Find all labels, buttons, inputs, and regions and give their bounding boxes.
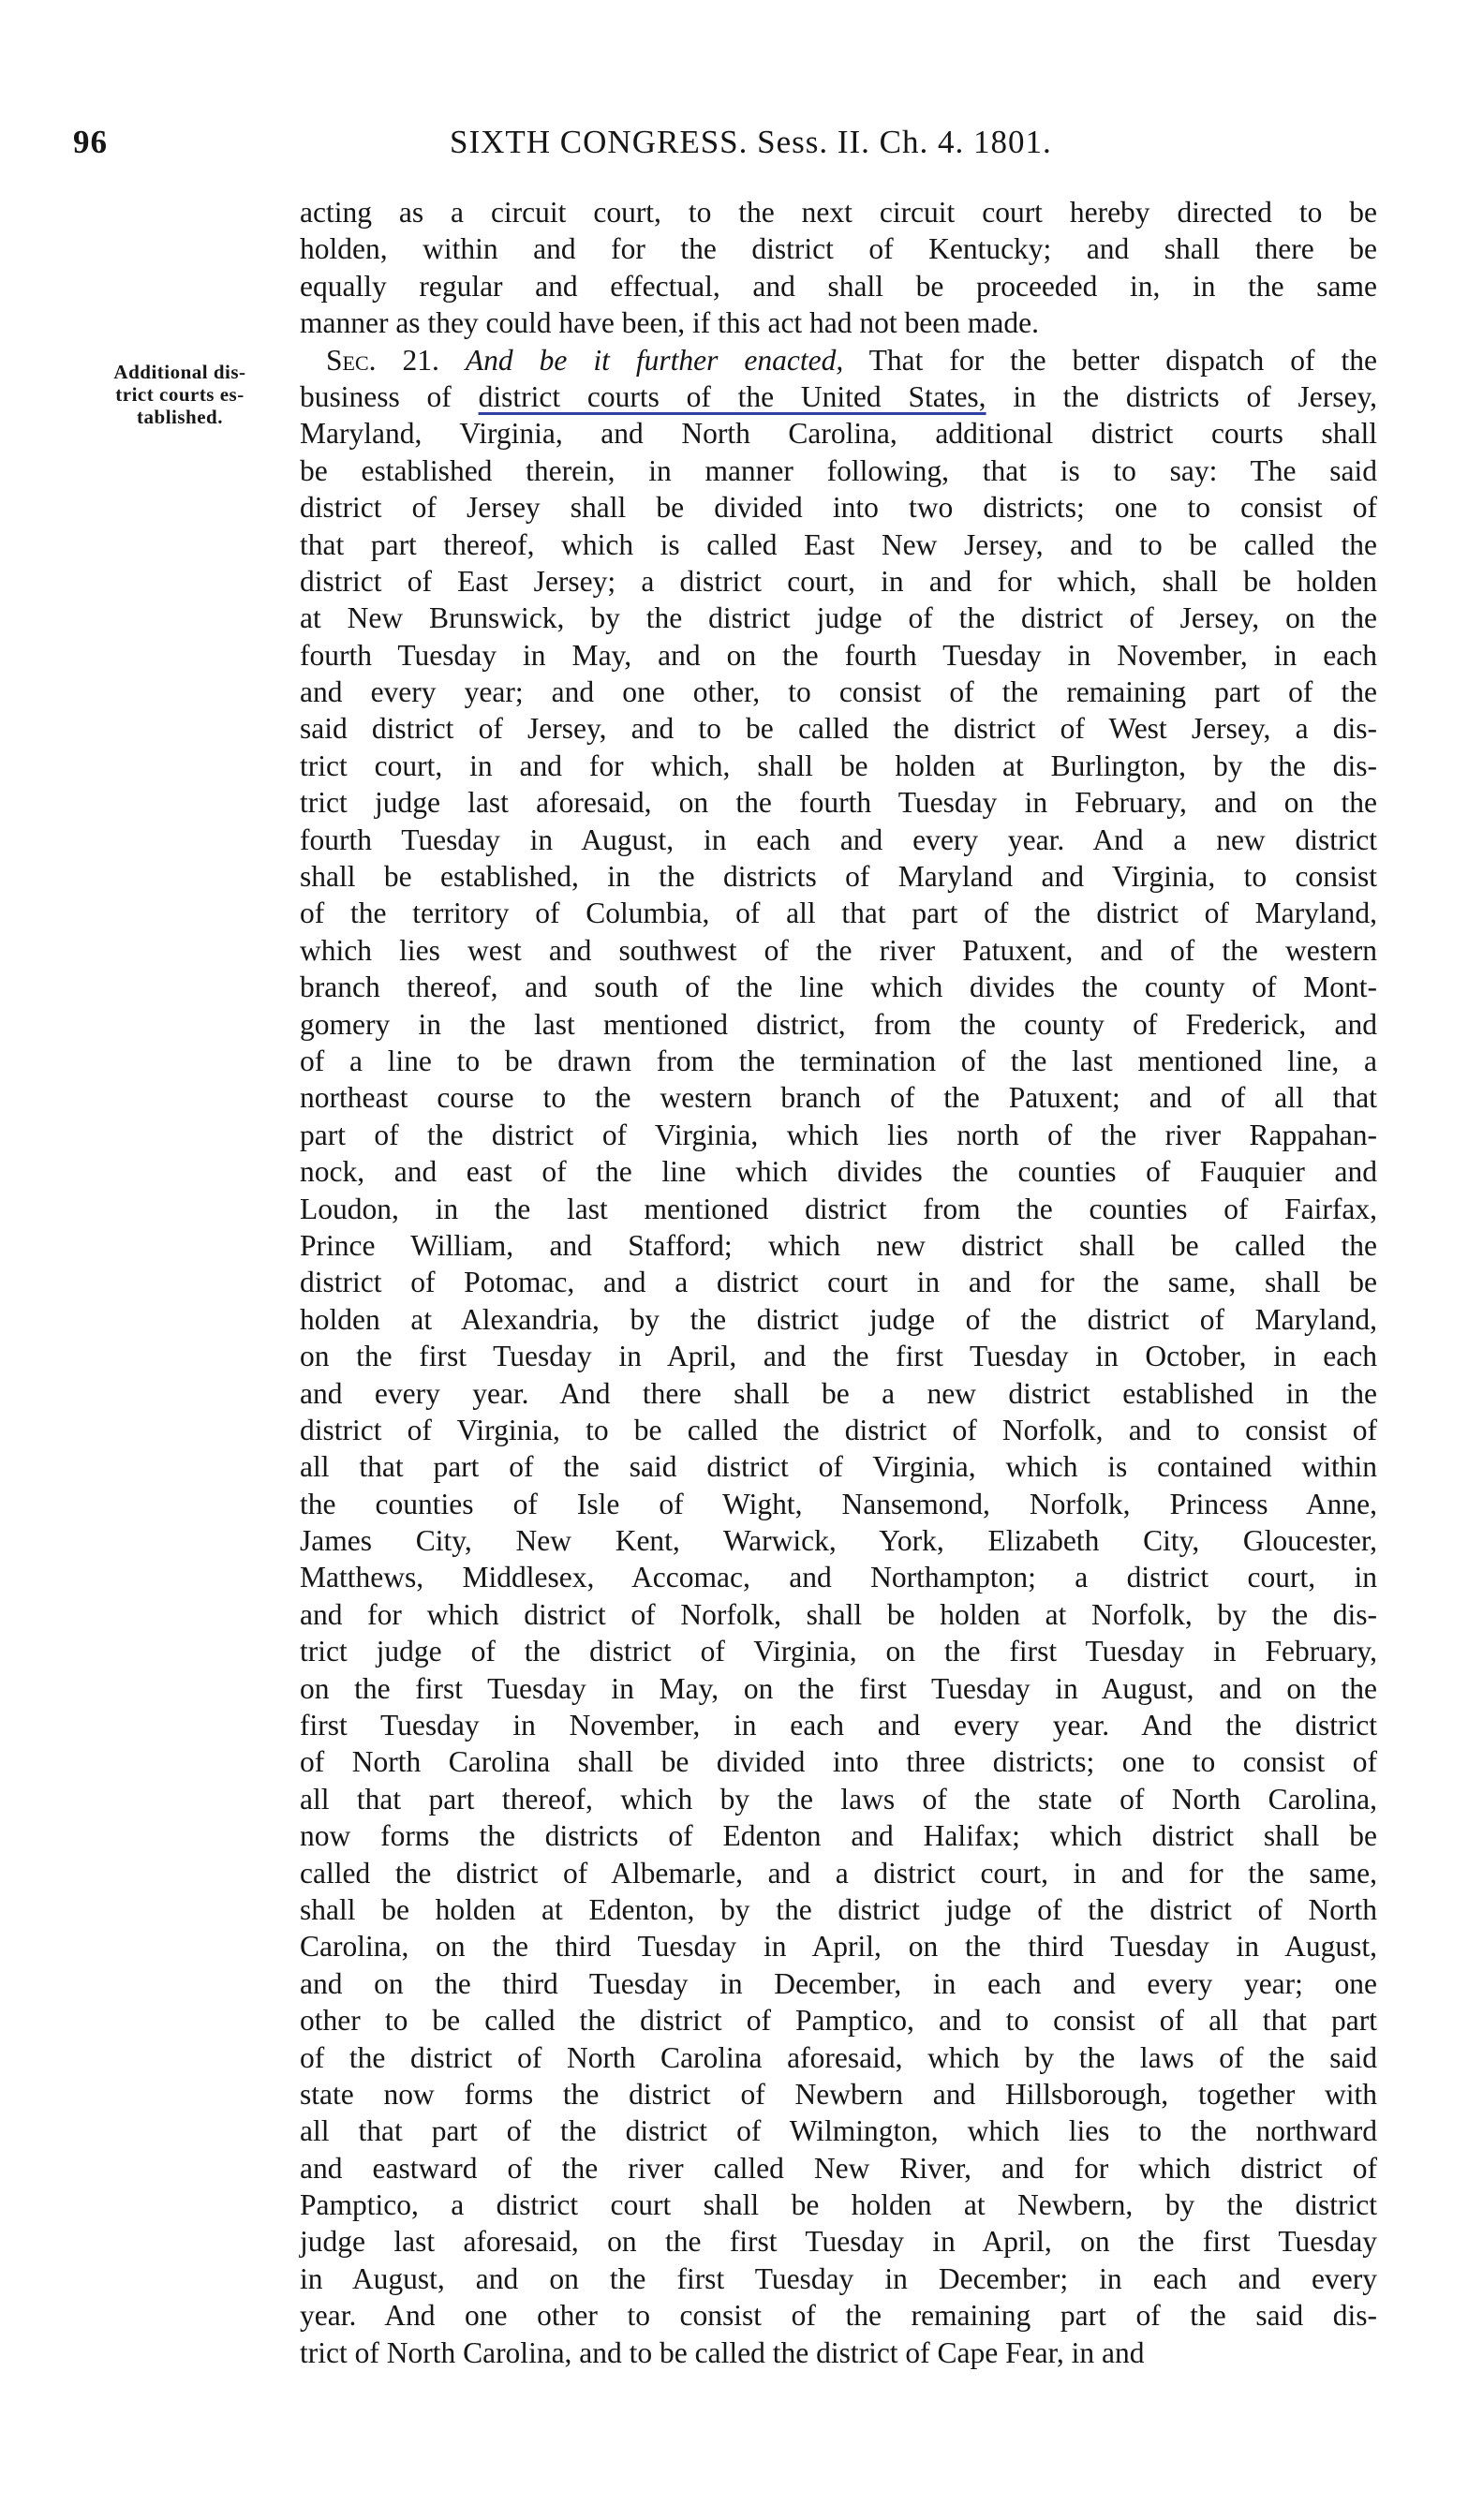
section-label: Sec. 21. (326, 343, 439, 377)
text-line: Matthews, Middlesex, Accomac, and Northampton; a district court, in (300, 1561, 1377, 1594)
text-line: all that part of the said district of Virginia, which is contained within (300, 1450, 1377, 1484)
text-line: holden, within and for the district of Kentucky; and shall there be (300, 232, 1377, 266)
text-line: in August, and on the first Tuesday in December; in each and every (300, 2261, 1377, 2295)
marginal-note (77, 361, 283, 428)
text-line: Prince William, and Stafford; which new district shall be called the (300, 1228, 1377, 1262)
text-line: other to be called the district of Pamptico, and to consist of all that part (300, 2004, 1377, 2038)
text-line: of North Carolina shall be divided into three districts; one to consist of (300, 1745, 1377, 1779)
underlined-phrase: district courts of the United States, (478, 379, 986, 413)
text-line: district of East Jersey; a district court, in and for which, shall be holden (300, 564, 1377, 598)
text-line: Carolina, on the third Tuesday in April, on the third Tuesday in August, (300, 1930, 1377, 1964)
text-line: Pamptico, a district court shall be holden at Newbern, by the district (300, 2188, 1377, 2222)
text-line: northeast course to the western branch of the Patuxent; and of all that (300, 1081, 1377, 1115)
text-line: state now forms the district of Newbern and Hillsborough, together with (300, 2077, 1377, 2111)
text-line: which lies west and southwest of the river Patuxent, and of the western (300, 933, 1377, 967)
statute-text (300, 194, 1377, 2371)
section-text: in the districts of Jersey, (1013, 379, 1378, 413)
text-line: of a line to be drawn from the termination of the last mentioned line, a (300, 1044, 1377, 1077)
text-line: at New Brunswick, by the district judge of the district of Jersey, on the (300, 601, 1377, 635)
page-header (73, 124, 1197, 180)
text-line: trict judge of the district of Virginia, on the first Tuesday in February, (300, 1635, 1377, 1668)
enacting-phrase: And be it further enacted, (465, 343, 844, 377)
text-line: the counties of Isle of Wight, Nansemond, Norfolk, Princess Anne, (300, 1487, 1377, 1520)
text-line: James City, New Kent, Warwick, York, Elizabeth City, Gloucester, (300, 1524, 1377, 1558)
text-line: now forms the districts of Edenton and Halifax; which district shall be (300, 1819, 1377, 1853)
text-line: Maryland, Virginia, and North Carolina, additional district courts shall (300, 417, 1377, 451)
section-text: business of (300, 379, 452, 413)
text-line: called the district of Albemarle, and a district court, in and for the same, (300, 1856, 1377, 1890)
text-line: of the territory of Columbia, of all that part of the district of Maryland, (300, 897, 1377, 930)
text-line: and eastward of the river called New River, and for which district of (300, 2151, 1377, 2185)
text-line: trict judge last aforesaid, on the fourth Tuesday in February, and on the (300, 786, 1377, 820)
text-line: first Tuesday in November, in each and every year. And the district (300, 1709, 1377, 1742)
text-line: district of Virginia, to be called the district of Norfolk, and to consist of (300, 1413, 1377, 1446)
text-line: equally regular and effectual, and shall be proceeded in, in the same (300, 269, 1377, 303)
text-line: all that part of the district of Wilmington, which lies to the northward (300, 2114, 1377, 2148)
text-line: shall be holden at Edenton, by the district judge of the district of North (300, 1892, 1377, 1926)
text-line: judge last aforesaid, on the first Tuesday in April, on the first Tuesday (300, 2225, 1377, 2259)
text-line: branch thereof, and south of the line which divides the county of Mont- (300, 971, 1377, 1004)
marginal-note-line: tablished. (137, 406, 223, 428)
text-line: said district of Jersey, and to be called the district of West Jersey, a dis- (300, 712, 1377, 746)
text-line: year. And one other to consist of the remaining part of the said dis- (300, 2299, 1377, 2333)
text-line: nock, and east of the line which divides the counties of Fauquier and (300, 1155, 1377, 1189)
text-line: acting as a circuit court, to the next circuit court hereby directed to be (300, 196, 1377, 229)
text-line: all that part thereof, which by the laws of the state of North Carolina, (300, 1782, 1377, 1816)
text-line: Loudon, in the last mentioned district from the counties of Fairfax, (300, 1192, 1377, 1225)
page-number: 96 (73, 124, 108, 160)
text-line: trict of North Carolina, and to be called the district of Cape Fear, in and (300, 2335, 1145, 2369)
text-line: of the district of North Carolina aforesaid, which by the laws of the said (300, 2040, 1377, 2074)
text-line: shall be established, in the districts of Maryland and Virginia, to consist (300, 860, 1377, 894)
marginal-note-line: Additional dis- (113, 361, 246, 383)
text-line: district of Potomac, and a district court in and for the same, shall be (300, 1266, 1377, 1299)
text-line: and for which district of Norfolk, shall be holden at Norfolk, by the dis- (300, 1597, 1377, 1631)
text-line: and every year. And there shall be a new district established in the (300, 1376, 1377, 1410)
text-line: trict court, in and for which, shall be holden at Burlington, by the dis- (300, 749, 1377, 782)
text-line: on the first Tuesday in May, on the first Tuesday in August, and on the (300, 1671, 1377, 1705)
text-line: and every year; and one other, to consist of the remaining part of the (300, 675, 1377, 709)
text-line: be established therein, in manner following, that is to say: The said (300, 453, 1377, 487)
text-line: and on the third Tuesday in December, in each and every year; one (300, 1966, 1377, 2000)
text-line: on the first Tuesday in April, and the first Tuesday in October, in each (300, 1340, 1377, 1373)
text-line: that part thereof, which is called East New Jersey, and to be called the (300, 527, 1377, 561)
text-line: gomery in the last mentioned district, from the county of Frederick, and (300, 1007, 1377, 1041)
text-line: manner as they could have been, if this act had not been made. (300, 306, 1039, 340)
text-line: district of Jersey shall be divided into two districts; one to consist of (300, 491, 1377, 525)
section-text: That for the better dispatch of the (868, 343, 1378, 377)
text-line: holden at Alexandria, by the district judge of the district of Maryland, (300, 1302, 1377, 1336)
marginal-note-line: trict courts es- (115, 383, 245, 406)
section-21-second-line (300, 378, 1377, 415)
running-head: SIXTH CONGRESS. Sess. II. Ch. 4. 1801. (450, 124, 1052, 160)
section-21-first-line (300, 342, 1377, 378)
text-line: fourth Tuesday in May, and on the fourth Tuesday in November, in each (300, 638, 1377, 672)
text-line: fourth Tuesday in August, in each and every year. And a new district (300, 823, 1377, 856)
text-line: part of the district of Virginia, which lies north of the river Rappahan- (300, 1118, 1377, 1151)
